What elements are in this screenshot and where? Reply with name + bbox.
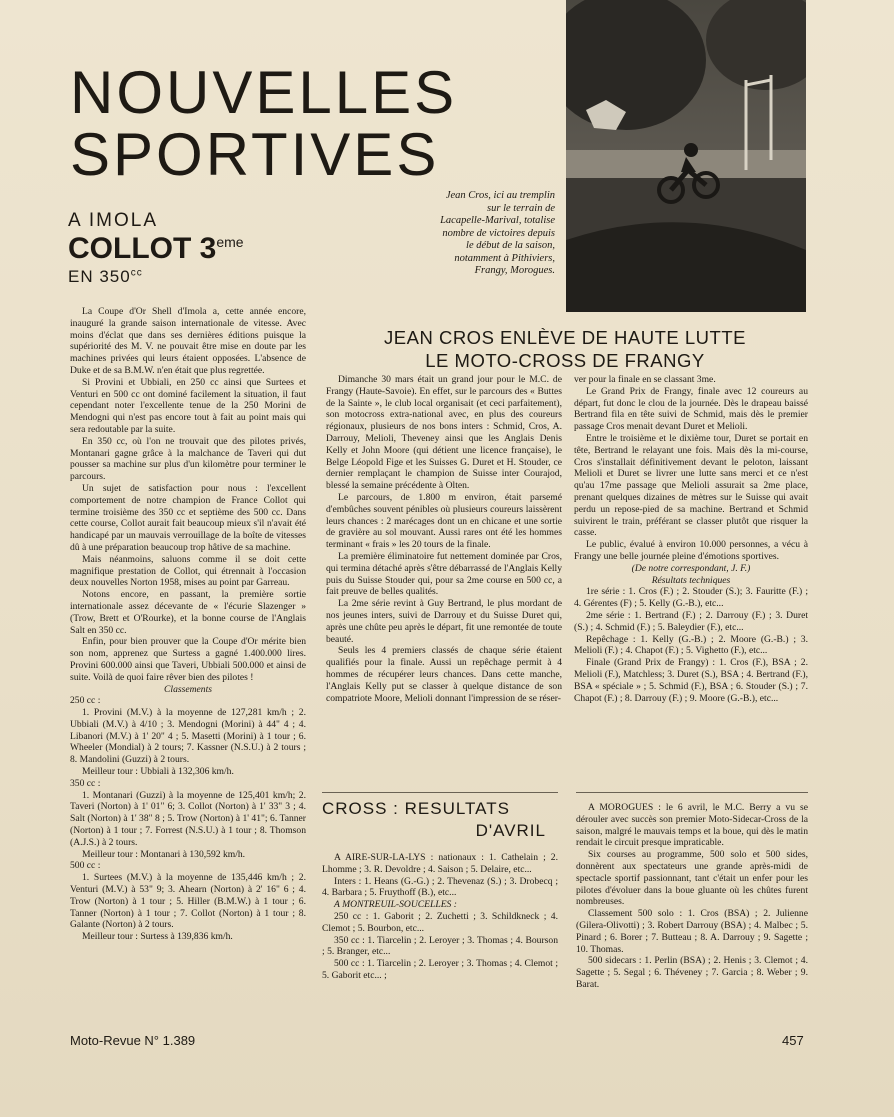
photo-caption: Jean Cros, ici au tremplin sur le terrain de Lacapelle-Marival, totalise nombre de victoires depuis le début de la saison, notamment à Pithiviers, Frangy, Morogues. xyxy=(440,190,555,276)
frangy-result: Repêchage : 1. Kelly (G.-B.) ; 2. Moore (G.-B.) ; 3. Melioli (F.) ; 4. Chapot (F.) ; 5. Vighetto (F.), etc... xyxy=(574,633,808,657)
frangy-paragraph: ver pour la finale en se classant 3me. xyxy=(574,374,716,385)
cross-heading xyxy=(322,798,558,842)
frangy-correspondent: (De notre correspondant, J. F.) xyxy=(631,562,751,574)
morogues-article xyxy=(576,802,808,991)
title-line-2: SPORTIVES xyxy=(70,121,440,188)
frangy-paragraph: Le Grand Prix de Frangy, finale avec 12 coureurs au départ, fut donc le clou de la journée. Dès le drapeau baissé Bertrand fila en tête suivi de Schmid, mais dès le premier passage Cros menait devant Duret et Melioli. xyxy=(574,385,808,433)
imola-paragraph: Notons encore, en passant, la première sortie internationale assez décevante de « l'écurie Slazenger » (Trow, Brett et O'Rourke), et la bonne course de l'Anglais Salt en 350 cc. xyxy=(70,589,306,636)
frangy-paragraph: Entre le troisième et le dixième tour, Duret se portait en tête, Bertrand le relayant une fois. Mais dès la mi-course, Cros s'installait définitivement devant le peloton, laissant Melioli et Duret se livrer une lutte sans merci et ce n'est qu'au 17me passage que Melioli assurait sa 2me place, prenant quelques dizaines de mètres sur le Suisse qui avait perdu un repose-pied de sa machine. Bertrand et Schmid suivirent le train, préférant se classer plutôt que risquer la casse. xyxy=(574,432,808,539)
cross-result: 500 cc : 1. Tiarcelin ; 2. Leroyer ; 3. Thomas ; 4. Clemot ; 5. Gaborit etc... ; xyxy=(322,958,558,981)
frangy-result: Finale (Grand Prix de Frangy) : 1. Cros (F.), BSA ; 2. Melioli (F.), Matchless; 3. Duret (S.), BSA ; 4. Bertrand (F.), BSA « spéciale » ; 5. Schmid (F.), BSA ; 6. Stouder (S.) ; 7. Chapot (F.) ; 8. Darrouy (F.) ; 9. Moore (G.-B.), etc... xyxy=(574,657,808,704)
frangy-paragraph: La 2me série revint à Guy Bertrand, le plus mordant de nos jeunes inters, suivi de Darrouy et du Suisse Duret qui, après une chûte peu après le départ, fit une remontée de toute beauté. xyxy=(326,598,562,645)
section-divider xyxy=(322,792,558,793)
imola-kicker: A IMOLA xyxy=(68,210,159,231)
cross-heading-line-1: CROSS : RESULTATS xyxy=(322,799,510,818)
en350-sup: cc xyxy=(130,267,143,279)
imola-paragraph: La Coupe d'Or Shell d'Imola a, cette année encore, inauguré la grande saison internationale de vitesse. Avec moins d'éclat que dans ses dernières éditions puisque la supériorité des M. V. ne pouvait être mise en doute par les machines privées qui leurs étaient opposées. L'absence de Duke et de sa B.M.W. n'en était que plus regrettée. xyxy=(70,306,306,376)
morogues-paragraph: A MOROGUES : le 6 avril, le M.C. Berry a vu se dérouler avec succès son premier Moto-Sidecar-Cross de la saison, malgré le mauvais temps et la boue, qui dès le matin rendait le circuit presque impraticable. xyxy=(576,802,808,849)
imola-paragraph: Mais néanmoins, saluons comme il se doit cette magnifique prestation de Collot, qui étrennait à l'occasion deux nouvelles Norton 1958, mises au point par Garreau. xyxy=(70,553,306,589)
imola-result: Meilleur tour : Montanari à 130,592 km/h. xyxy=(82,848,246,860)
frangy-results-heading: Résultats techniques xyxy=(651,574,731,586)
morogues-paragraph: 500 sidecars : 1. Perlin (BSA) ; 2. Henis ; 3. Clemot ; 4. Sagette ; 5. Segal ; 6. Théveney ; 7. Garcia ; 8. Weber ; 9. Barat. xyxy=(576,955,808,990)
imola-paragraph: Un sujet de satisfaction pour nous : l'excellent comportement de notre champion de France Collot qui termine troisième des 350 cc et septième des 500 cc. Dans cette course, Collot aurait fait beaucoup mieux s'il n'avait été handicapé par un mauvais verrouillage de la boîte de vitesses dû à une préparation beaucoup trop hâtive de sa machine. xyxy=(70,482,306,553)
imola-paragraph: En 350 cc, où l'on ne trouvait que des pilotes privés, Montanari gagne grâce à la malchance de Taveri qui dut pousser sa machine sur plus d'un kilomètre pour terminer le parcours. xyxy=(70,435,306,483)
morogues-paragraph: Classement 500 solo : 1. Cros (BSA) ; 2. Julienne (Gilera-Olivotti) ; 3. Robert Darrouy (BSA) ; 4. Malbec ; 5. Pinard ; 6. Borer ; 7. Butteau ; 8. A. Darrouy ; 9. Sagette ; 10. Thomas. xyxy=(576,908,808,955)
motocross-rider-photo-icon xyxy=(566,0,806,312)
imola-article xyxy=(70,306,306,943)
collot-sup: eme xyxy=(216,234,244,250)
frangy-headline xyxy=(330,326,800,372)
imola-result: 250 cc : xyxy=(70,695,101,707)
cross-result: 250 cc : 1. Gaborit ; 2. Zuchetti ; 3. Schildkneck ; 4. Clemot ; 5. Bourbon, etc... xyxy=(322,910,558,934)
title-line-1: NOUVELLES xyxy=(70,59,458,126)
page-title xyxy=(70,59,490,188)
collot-headline xyxy=(68,232,244,266)
imola-result: 1. Montanari (Guzzi) à la moyenne de 125,401 km/h; 2. Taveri (Norton) à 1' 01" 6; 3. Collot (Norton) à 1' 33" 3 ; 4. Salt (Norton) à 1' 38" 8 ; 5. Trow (Norton) à 1' 41"; 6. Tanner (Norton) à 1 tour ; 7. Forrest (N.S.U.) à 1 tour ; 8. Thomson (A.J.S.) à 2 tours. xyxy=(70,789,306,848)
footer-magazine-issue: Moto-Revue N° 1.389 xyxy=(70,1033,196,1048)
frangy-result: 1re série : 1. Cros (F.) ; 2. Stouder (S.); 3. Fauritte (F.) ; 4. Gérentes (F) ; 5. Kelly (G.-B.), etc... xyxy=(574,586,808,610)
footer-page-number: 457 xyxy=(782,1033,804,1048)
cross-result: 350 cc : 1. Tiarcelin ; 2. Leroyer ; 3. Thomas ; 4. Bourson ; 5. Branger, etc... xyxy=(322,934,558,958)
frangy-result: 2me série : 1. Bertrand (F.) ; 2. Darrouy (F.) ; 3. Duret (S.) ; 4. Schmid (F.) ; 5. Baleydier (F.), etc... xyxy=(574,609,808,633)
imola-result: 1. Provini (M.V.) à la moyenne de 127,281 km/h ; 2. Ubbiali (M.V.) à 4/10 ; 3. Mendogni (Morini) à 44" 4 ; 4. Libanori (M.V.) à 1' 20" 4 ; 5. Masetti (Morini) à 1 tour ; 6. Wheeler (Mondial) à 2 tours; 7. Kassner (N.S.U.) à 2 tours ; 8. Mandolini (Guzzi) à 2 tours. xyxy=(70,707,306,766)
frangy-paragraph: Dimanche 30 mars était un grand jour pour le M.C. de Frangy (Haute-Savoie). En effet, sur le parcours des « Buttes de la Sainte », le club local organisait (et ceci parfaitement), son motocross extra-national avec, en plus des coureurs régionaux, plusieurs de nos bons inters : Schmid, Cros, A. Darrouy, Melioli, Theveney ainsi que les Anglais Denis Kelly et John Moore (qui détient une licence française), le Belge Léopold Fige et les Suisses G. Duret et H. Stouder, ce dernier remplaçant le champion de Suisse inter Courajod, blessé la semaine précédente à Olten. xyxy=(326,374,562,492)
imola-paragraph: Enfin, pour bien prouver que la Coupe d'Or mérite bien son nom, apprenez que Surtess a gagné 1.400.000 lires. Provini 600.000 ainsi que Taveri, Ubbiali 500.000 et ainsi de suite. Voilà de quoi faire rêver bien des pilotes ! xyxy=(70,636,306,683)
en350-main: EN 350 xyxy=(68,267,131,286)
imola-result: Meilleur tour : Surtess à 139,836 km/h. xyxy=(82,931,233,943)
headline-line-1: JEAN CROS ENLÈVE DE HAUTE LUTTE xyxy=(384,327,746,348)
cross-result: Inters : 1. Heans (G.-G.) ; 2. Thevenaz (S.) ; 3. Drobecq ; 4. Barbara ; 5. Fruythoff (B.), etc... xyxy=(322,875,558,899)
frangy-paragraph: La première éliminatoire fut nettement dominée par Cros, qui termina détaché après s'être débarrassé de l'Anglais Kelly puis du Suisse Stouder qui, pour sa 2me course en 500 cc, a fait preuve de belles qualités. xyxy=(326,550,562,598)
section-divider xyxy=(576,792,808,793)
frangy-paragraph: Le public, évalué à environ 10.000 personnes, a vécu à Frangy une belle journée pleine d'émotions sportives. xyxy=(574,539,808,562)
cross-heading-line-2: D'AVRIL xyxy=(475,821,546,840)
frangy-article-column-1 xyxy=(326,374,562,704)
frangy-paragraph: Le parcours, de 1.800 m environ, était parsemé d'embûches souvent pénibles où plusieurs coureurs laissèrent leurs chances : 2 marécages dont un en chicane et une sortie de gravière au sol mouvant. Aussi rares ont été les hommes terminant « frais » les 20 tours de la finale. xyxy=(326,491,562,551)
morogues-paragraph: Six courses au programme, 500 solo et 500 sides, donnèrent aux spectateurs une grande après-midi de spectacle sportif passionnant, tant c'était un enfer pour les pilotes d'évoluer dans la boue gluante où les chûtes furent nombreuses. xyxy=(576,849,808,908)
cross-results xyxy=(322,852,558,982)
headline-line-2: LE MOTO-CROSS DE FRANGY xyxy=(425,350,705,371)
collot-main: COLLOT 3 xyxy=(68,232,217,265)
cross-result: A AIRE-SUR-LA-LYS : nationaux : 1. Cathelain ; 2. Lhomme ; 3. R. Devoldre ; 4. Saison ; 5. Delaire, etc... xyxy=(322,852,558,875)
frangy-article-column-2 xyxy=(574,374,808,704)
imola-result: 1. Surtees (M.V.) à la moyenne de 135,446 km/h ; 2. Venturi (M.V.) à 53" 9; 3. Ahearn (Norton) à 2' 16" 6 ; 4. Trow (Norton) à 1 tour ; 5. Hiller (B.M.W.) à 1 tour ; 6. Tanner (Norton) à 1 tour ; 7. Collot (Norton) à 1 tour ; 8. Galante (Norton) à 2 tours. xyxy=(70,872,306,931)
en350-subhead xyxy=(68,267,143,287)
imola-paragraph: Si Provini et Ubbiali, en 250 cc ainsi que Surtees et Venturi en 500 cc ont dominé facilement la situation, il faut cependant noter l'excellente tenue de la 250 Morini de Mendogni qui n'est pas encore tout à fait au point mais qui sera redoutable par la suite. xyxy=(70,376,306,435)
imola-result: 350 cc : xyxy=(70,777,101,789)
cross-result: A MONTREUIL-SOUCELLES : xyxy=(334,899,457,911)
motocross-photo xyxy=(566,0,806,312)
imola-classements-heading: Classements xyxy=(164,683,212,695)
imola-result: 500 cc : xyxy=(70,860,101,872)
imola-result: Meilleur tour : Ubbiali à 132,306 km/h. xyxy=(82,766,234,778)
frangy-paragraph: Seuls les 4 premiers classés de chaque série étaient qualifiés pour la finale. Aussi un repêchage permit à 4 hommes de récupérer leurs chances. Dans cette manche, l'Anglais Kelly put se classer à quelque distance de son compatriote Moore, Melioli donnant l'impression de se réser- xyxy=(326,645,562,704)
